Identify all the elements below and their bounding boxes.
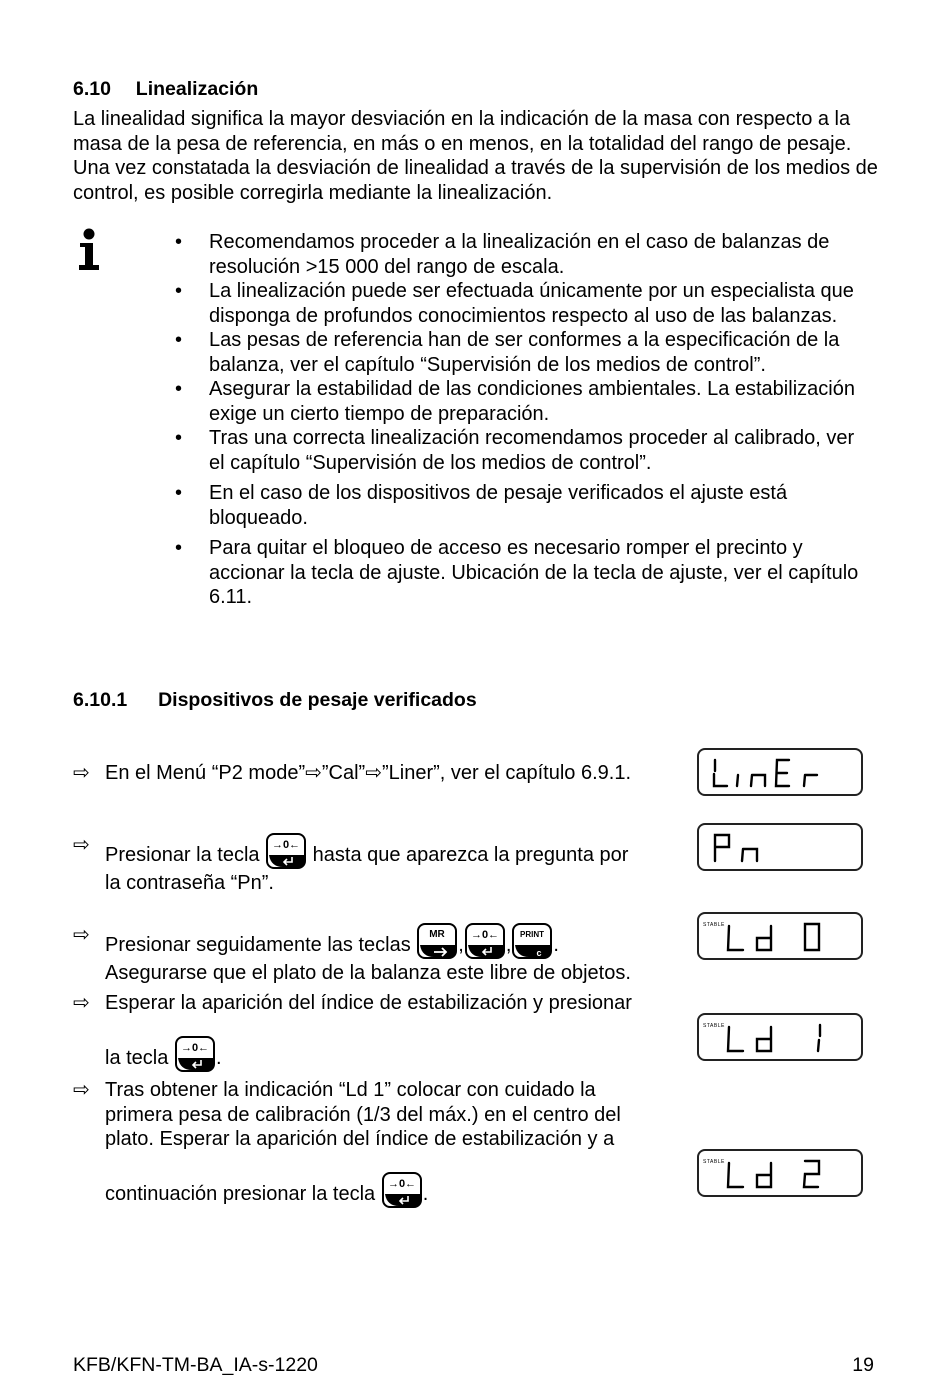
recommendation-list — [175, 230, 875, 610]
step-text: Tras obtener la indicación “Ld 1” colocar con cuidado la — [105, 1079, 596, 1101]
separator: . — [422, 1182, 429, 1205]
step-text: Esperar la aparición del índice de estabilización y presionar — [105, 992, 632, 1014]
footer-doc-id: KFB/KFN-TM-BA_IA-s-1220 — [73, 1354, 318, 1376]
step-text: la tecla — [105, 1046, 174, 1069]
list-item: • En el caso de los dispositivos de pesaje verificados el ajuste está bloqueado. — [175, 481, 875, 530]
display-ld2-segments — [699, 1151, 861, 1195]
step-2 — [73, 833, 673, 896]
list-item: • Las pesas de referencia han de ser conformes a la especificación de la balanza, ver el capítulo “Supervisión de los medios de control”. — [175, 328, 875, 377]
section-heading — [73, 77, 258, 102]
print-key-icon — [511, 923, 553, 961]
list-item: • Asegurar la estabilidad de las condiciones ambientales. La estabilización exige un cierto tiempo de preparación. — [175, 377, 875, 426]
display-ld2 — [697, 1149, 863, 1197]
display-ld1 — [697, 1013, 863, 1061]
section-number: 6.10 — [73, 78, 111, 100]
list-item: • Para quitar el bloqueo de acceso es necesario romper el precinto y accionar la tecla de ajuste. Ubicación de la tecla de ajuste, ver el capítulo 6.11. — [175, 536, 875, 610]
svg-text:c: c — [536, 948, 542, 958]
step-3 — [73, 923, 673, 986]
subsection-title: Dispositivos de pesaje verificados — [158, 689, 477, 711]
display-ld0-segments — [699, 914, 861, 958]
step-text: hasta que aparezca la pregunta por — [307, 844, 629, 866]
display-ld0 — [697, 912, 863, 960]
intro-paragraph: La linealidad significa la mayor desviación en la indicación de la masa con respecto a la masa de la pesa de referencia, en más o en menos, en la totalidad del rango de pesaje. Una vez constatada la desviación de linealidad a través de la supervisión de los medios de control, es posible corregirla mediante la linealización. — [73, 108, 878, 204]
svg-text:→0←: →0← — [387, 1177, 416, 1190]
step-text: Asegurarse que el plato de la balanza este libre de objetos. — [105, 962, 631, 984]
list-item: • Recomendamos proceder a la linealización en el caso de balanzas de resolución >15 000 del rango de escala. — [175, 230, 875, 279]
step-5 — [73, 1078, 673, 1210]
display-liner — [697, 748, 863, 796]
arrow-right-icon: ⇨ — [73, 924, 90, 946]
display-pn-segments — [699, 825, 861, 869]
separator: , — [458, 934, 464, 956]
svg-text:MR: MR — [429, 929, 446, 940]
step-text: Presionar seguidamente las teclas — [105, 934, 417, 956]
info-icon — [76, 228, 102, 272]
tare-key-icon — [381, 1172, 423, 1210]
stable-indicator: STABLE — [703, 1023, 725, 1029]
stable-indicator: STABLE — [703, 922, 725, 928]
arrow-right-icon: ⇨ — [73, 834, 90, 856]
stable-indicator: STABLE — [703, 1159, 725, 1165]
svg-text:→0←: →0← — [470, 929, 499, 941]
step-text: la contraseña “Pn”. — [105, 872, 274, 894]
step-text: ”Liner”, ver el capítulo 6.9.1. — [381, 762, 631, 784]
separator: , — [505, 934, 512, 956]
arrow-right-icon: ⇨ — [73, 992, 90, 1014]
svg-text:→0←: →0← — [180, 1041, 209, 1054]
page-number: 19 — [852, 1354, 874, 1376]
step-text: Presionar la tecla — [105, 844, 266, 866]
mr-key-icon — [416, 923, 458, 961]
tare-key-icon — [174, 1036, 216, 1074]
tare-key-icon — [464, 923, 506, 961]
step-4 — [73, 991, 673, 1074]
step-text: plato. Esperar la aparición del índice de estabilización y a — [105, 1128, 615, 1150]
step-text: primera pesa de calibración (1/3 del máx.) en el centro del — [105, 1103, 621, 1126]
arrow-right-icon: ⇨ — [73, 762, 90, 784]
svg-text:PRINT: PRINT — [520, 930, 545, 939]
arrow-right-icon: ⇨ — [73, 1079, 90, 1101]
list-item: • Tras una correcta linealización recomendamos proceder al calibrado, ver el capítulo “Supervisión de los medios de control”. — [175, 426, 875, 475]
separator: . — [553, 934, 559, 956]
arrow-right-icon: ⇨ — [365, 762, 382, 784]
step-text: En el Menú “P2 mode” — [105, 762, 306, 784]
step-text: continuación presionar la tecla — [105, 1182, 381, 1205]
tare-key-icon — [265, 833, 307, 871]
display-pn — [697, 823, 863, 871]
display-liner-segments — [699, 750, 861, 794]
step-1 — [73, 761, 673, 786]
separator: . — [215, 1046, 222, 1069]
subsection-heading — [73, 688, 477, 713]
arrow-right-icon: ⇨ — [305, 762, 322, 784]
subsection-number: 6.10.1 — [73, 689, 128, 711]
section-title: Linealización — [135, 78, 259, 100]
step-text: ”Cal” — [321, 762, 366, 784]
list-item: • La linealización puede ser efectuada únicamente por un especialista que disponga de profundos conocimientos respecto al uso de las balanzas. — [175, 279, 875, 328]
display-ld1-segments — [699, 1015, 861, 1059]
svg-text:→0←: →0← — [272, 839, 301, 851]
